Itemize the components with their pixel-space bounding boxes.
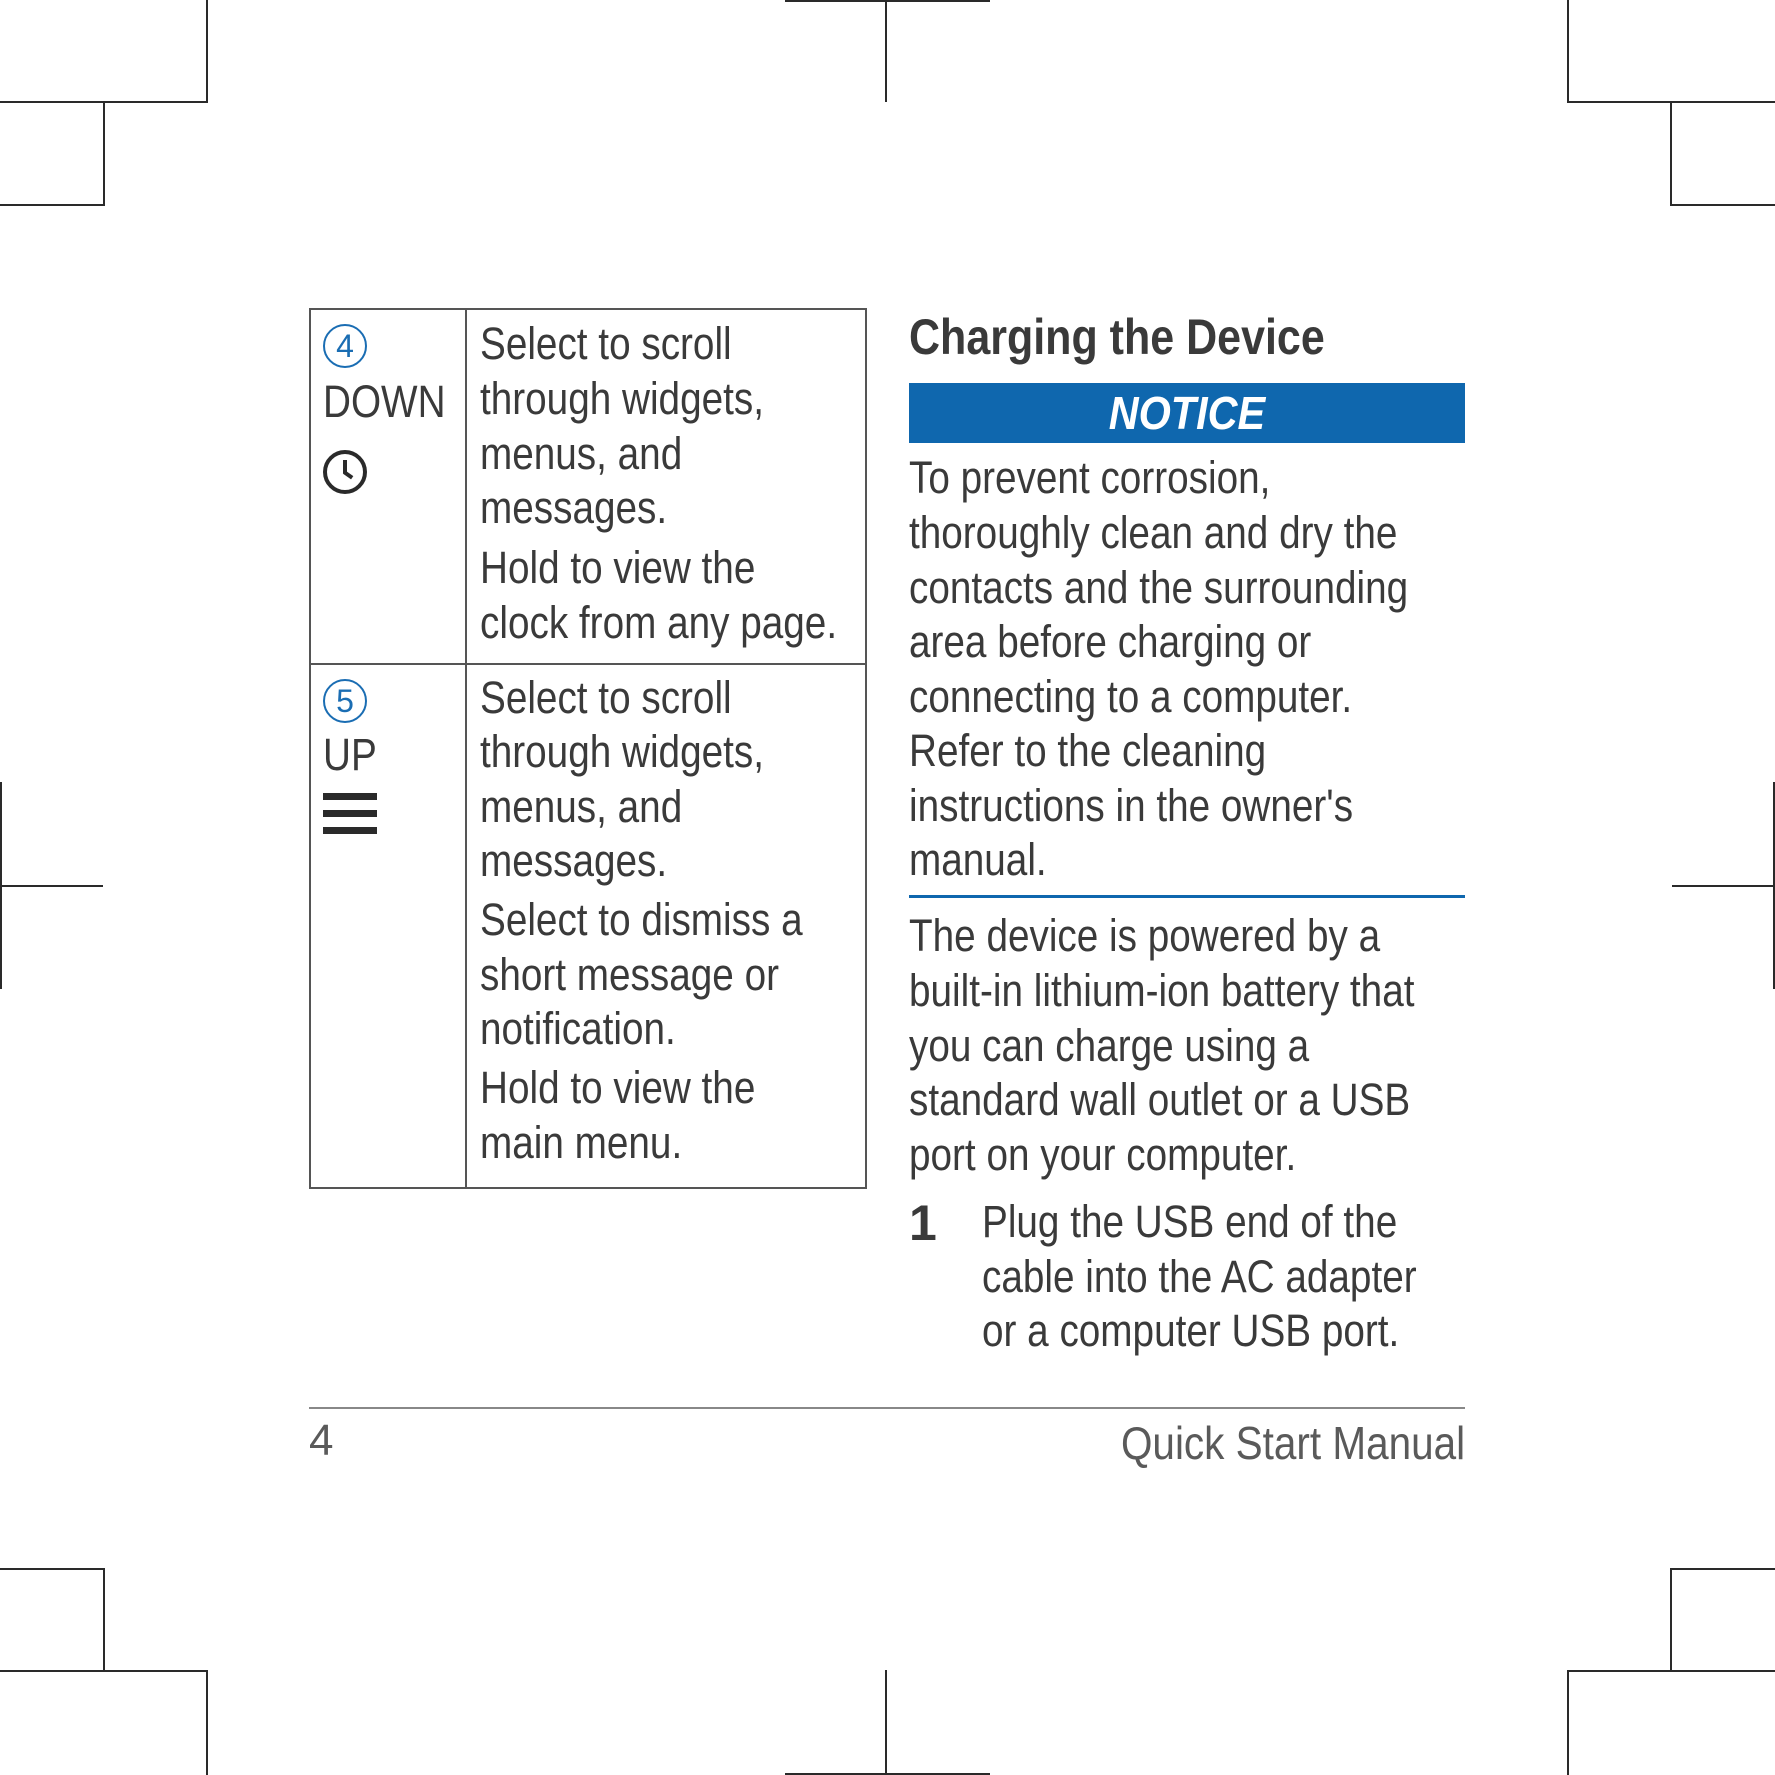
- description-line: clock from any page.: [480, 597, 838, 648]
- clock-icon: [323, 450, 367, 494]
- page-number: 4: [309, 1416, 334, 1465]
- notice-line: contacts and the surrounding: [909, 562, 1409, 613]
- key-cell: [311, 310, 467, 663]
- crop-mark: [1670, 101, 1672, 205]
- description-line: through widgets,: [480, 373, 764, 424]
- crop-mark: [103, 1568, 105, 1672]
- body-line: port on your computer.: [909, 1129, 1297, 1180]
- crop-mark: [1567, 1670, 1775, 1672]
- notice-line: area before charging or: [909, 616, 1312, 667]
- description-line: Select to scroll: [480, 672, 732, 723]
- step-line: or a computer USB port.: [982, 1305, 1400, 1356]
- description-line: menus, and: [480, 428, 683, 479]
- notice-line: instructions in the owner's: [909, 780, 1354, 831]
- footer-title: Quick Start Manual: [1120, 1417, 1465, 1469]
- crop-mark: [1567, 0, 1569, 103]
- notice-divider: [909, 895, 1465, 898]
- notice-line: connecting to a computer.: [909, 671, 1353, 722]
- menu-icon: [323, 793, 377, 837]
- body-line: built-in lithium-ion battery that: [909, 965, 1415, 1016]
- description-line: Select to scroll: [480, 318, 732, 369]
- key-label: UP: [323, 729, 377, 780]
- crop-mark: [0, 1568, 105, 1570]
- description-line: through widgets,: [480, 726, 764, 777]
- button-table: [309, 308, 867, 1189]
- step-line: cable into the AC adapter: [982, 1251, 1417, 1302]
- crop-mark: [0, 204, 105, 206]
- crop-mark: [885, 0, 887, 102]
- key-cell: [311, 665, 467, 1187]
- body-line: you can charge using a: [909, 1020, 1310, 1071]
- description-cell: [467, 665, 865, 1187]
- description-line: messages.: [480, 835, 668, 886]
- crop-mark: [1670, 204, 1775, 206]
- description-line: menus, and: [480, 781, 683, 832]
- crop-mark: [0, 885, 103, 887]
- crop-mark: [1672, 885, 1775, 887]
- callout-number: 5: [323, 679, 367, 723]
- notice-line: Refer to the cleaning: [909, 725, 1267, 776]
- crop-mark: [885, 1670, 887, 1775]
- body-line: The device is powered by a: [909, 910, 1381, 961]
- notice-label: NOTICE: [1108, 387, 1266, 439]
- description-line: notification.: [480, 1003, 676, 1054]
- crop-mark: [206, 1670, 208, 1775]
- notice-line: thoroughly clean and dry the: [909, 507, 1398, 558]
- section-heading: Charging the Device: [909, 309, 1325, 365]
- description-line: Select to dismiss a: [480, 894, 803, 945]
- description-line: main menu.: [480, 1117, 683, 1168]
- notice-banner: [909, 383, 1465, 443]
- description-line: short message or: [480, 949, 779, 1000]
- key-label: DOWN: [323, 376, 446, 427]
- step-line: Plug the USB end of the: [982, 1196, 1398, 1247]
- description-cell: [467, 310, 865, 663]
- crop-mark: [103, 101, 105, 205]
- description-line: Hold to view the: [480, 542, 756, 593]
- footer-divider: [309, 1407, 1465, 1409]
- notice-line: To prevent corrosion,: [909, 452, 1271, 503]
- crop-mark: [0, 1670, 208, 1672]
- crop-mark: [206, 0, 208, 103]
- crop-mark: [1670, 1568, 1672, 1672]
- callout-number: 4: [323, 324, 367, 368]
- table-row: [311, 665, 865, 1187]
- crop-mark: [785, 0, 990, 2]
- notice-line: manual.: [909, 834, 1047, 885]
- description-line: messages.: [480, 482, 668, 533]
- body-line: standard wall outlet or a USB: [909, 1074, 1411, 1125]
- crop-mark: [1567, 1670, 1569, 1775]
- table-row: [311, 310, 865, 665]
- crop-mark: [1670, 1568, 1775, 1570]
- step-number: 1: [909, 1195, 937, 1251]
- description-line: Hold to view the: [480, 1062, 756, 1113]
